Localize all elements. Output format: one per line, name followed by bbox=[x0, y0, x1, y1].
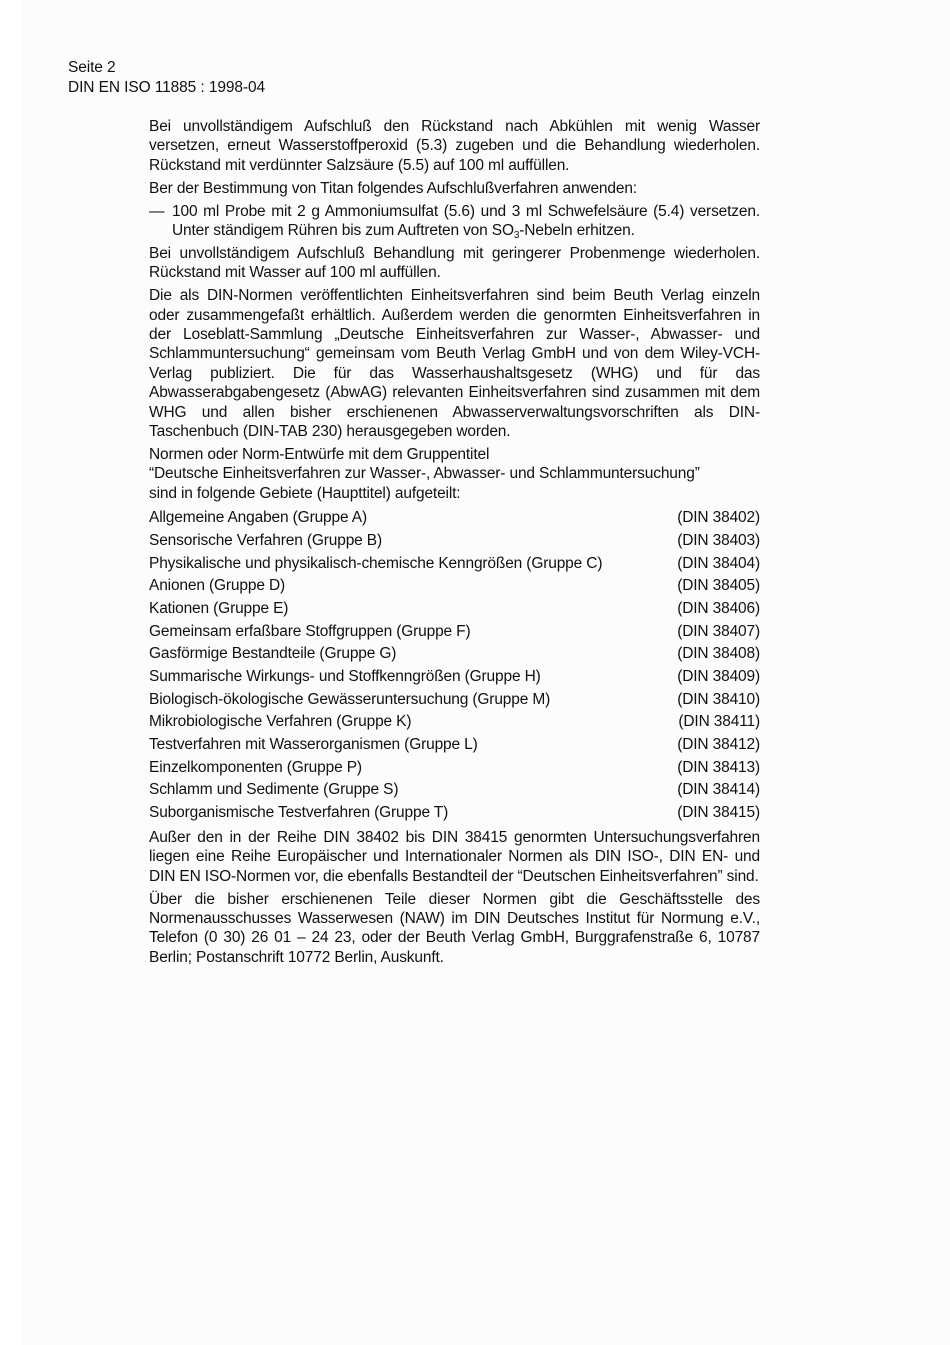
group-row bbox=[149, 802, 760, 825]
group-name: Mikrobiologische Verfahren (Gruppe K) bbox=[149, 713, 412, 731]
list-item-titanium-procedure bbox=[149, 202, 760, 241]
group-name: Gemeinsam erfaßbare Stoffgruppen (Gruppe F) bbox=[149, 622, 471, 640]
page-number: Seite 2 bbox=[68, 59, 116, 76]
group-name: Physikalische und physikalisch-chemische Kenngrößen (Gruppe C) bbox=[149, 554, 603, 572]
group-din-number: (DIN 38405) bbox=[677, 577, 760, 595]
document-body bbox=[149, 117, 760, 971]
paragraph-group-title-intro bbox=[149, 445, 760, 503]
group-name: Anionen (Gruppe D) bbox=[149, 577, 286, 595]
group-din-number: (DIN 38414) bbox=[677, 781, 760, 799]
group-din-number: (DIN 38413) bbox=[677, 758, 760, 776]
document-identifier: DIN EN ISO 11885 : 1998-04 bbox=[68, 79, 266, 96]
group-row bbox=[149, 575, 760, 598]
group-row bbox=[149, 643, 760, 666]
group-row bbox=[149, 734, 760, 757]
group-row bbox=[149, 689, 760, 712]
group-din-number: (DIN 38402) bbox=[677, 509, 760, 527]
group-row bbox=[149, 779, 760, 802]
group-name: Suborganismische Testverfahren (Gruppe T) bbox=[149, 804, 449, 822]
paragraph-din-publications: Die als DIN-Normen veröffentlichten Einheitsverfahren sind beim Beuth Verlag einzeln oder zusammengefaßt erhältlich. Außerdem werden die genormten Einheitsverfahren in der Loseblatt-Sammlung „Deutsche Einheitsverfahren zur Wasser-, Abwasser- und Schlammuntersuchung“ gemeinsam vom Beuth Verlag GmbH und von dem Wiley-VCH-Verlag publiziert. Die für das Wasserhaushaltsgesetz (WHG) und für das Abwasserabgabengesetz (AbwAG) relevanten Einheitsverfahren sind zusammen mit dem WHG und allen bisher erschienenen Abwasserverwaltungsvorschriften als DIN-Taschenbuch (DIN-TAB 230) herausgegeben worden. bbox=[149, 287, 760, 441]
subscript-3: 3 bbox=[513, 230, 520, 242]
paragraph-repeat-treatment: Bei unvollständigem Aufschluß Behandlung mit geringerer Probenmenge wiederholen. Rückstand mit Wasser auf 100 ml auffüllen. bbox=[149, 244, 760, 282]
group-name: Testverfahren mit Wasserorganismen (Gruppe L) bbox=[149, 736, 478, 754]
group-din-number: (DIN 38410) bbox=[677, 690, 760, 708]
group-row bbox=[149, 553, 760, 576]
group-name: Gasförmige Bestandteile (Gruppe G) bbox=[149, 645, 397, 663]
list-text-part-2: -Nebeln erhitzen. bbox=[519, 222, 635, 240]
group-name: Summarische Wirkungs- und Stoffkenngrößen (Gruppe H) bbox=[149, 668, 541, 686]
list-item-text bbox=[172, 202, 760, 241]
group-row bbox=[149, 621, 760, 644]
group-din-number: (DIN 38404) bbox=[677, 554, 760, 572]
page-header bbox=[68, 58, 265, 98]
group-din-number: (DIN 38407) bbox=[677, 622, 760, 640]
group-row bbox=[149, 530, 760, 553]
group-row bbox=[149, 711, 760, 734]
group-din-number: (DIN 38406) bbox=[677, 599, 760, 617]
group-din-number: (DIN 38412) bbox=[677, 736, 760, 754]
group-name: Kationen (Gruppe E) bbox=[149, 599, 289, 617]
group-name: Allgemeine Angaben (Gruppe A) bbox=[149, 509, 367, 527]
group-name: Sensorische Verfahren (Gruppe B) bbox=[149, 531, 382, 549]
group-din-number: (DIN 38403) bbox=[677, 531, 760, 549]
group-name: Biologisch-ökologische Gewässeruntersuchung (Gruppe M) bbox=[149, 690, 551, 708]
group-din-number: (DIN 38409) bbox=[677, 668, 760, 686]
group-name: Schlamm und Sedimente (Gruppe S) bbox=[149, 781, 399, 799]
dash-bullet: — bbox=[149, 202, 165, 220]
paragraph-titanium-intro: Ber der Bestimmung von Titan folgendes Aufschlußverfahren anwenden: bbox=[149, 179, 637, 197]
group-name: Einzelkomponenten (Gruppe P) bbox=[149, 758, 362, 776]
paragraph-european-standards: Außer den in der Reihe DIN 38402 bis DIN 38415 genormten Untersuchungsverfahren liegen eine Reihe Europäischer und Internationaler Normen als DIN ISO-, DIN EN- und DIN EN ISO-Normen vor, die ebenfalls Bestandteil der “Deutschen Einheitsverfahren” sind. bbox=[149, 828, 760, 885]
group-row bbox=[149, 666, 760, 689]
group-row bbox=[149, 757, 760, 780]
group-intro-line-3: sind in folgende Gebiete (Haupttitel) aufgeteilt: bbox=[149, 484, 461, 502]
list-text-part-1: 100 ml Probe mit 2 g Ammoniumsulfat (5.6) und 3 ml Schwefelsäure (5.4) versetzen. Unter ständigem Rühren bis zum Auftreten von SO bbox=[172, 202, 760, 240]
paragraph-incomplete-digestion: Bei unvollständigem Aufschluß den Rückstand nach Abkühlen mit wenig Wasser versetzen, erneut Wasserstoffperoxid (5.3) zugeben und die Behandlung wiederholen. Rückstand mit verdünnter Salzsäure (5.5) auf 100 ml auffüllen. bbox=[149, 118, 760, 174]
group-din-number: (DIN 38408) bbox=[677, 645, 760, 663]
group-intro-line-1: Normen oder Norm-Entwürfe mit dem Gruppentitel bbox=[149, 446, 490, 463]
group-list bbox=[149, 507, 760, 825]
group-row bbox=[149, 598, 760, 621]
group-din-number: (DIN 38411) bbox=[678, 713, 760, 731]
group-row bbox=[149, 507, 760, 530]
paragraph-contact-information: Über die bisher erschienenen Teile dieser Normen gibt die Geschäftsstelle des Normenausschusses Wasserwesen (NAW) im DIN Deutsches Institut für Normung e.V., Telefon (0 30) 26 01 – 24 23, oder der Beuth Verlag GmbH, Burggrafenstraße 6, 10787 Berlin; Postanschrift 10772 Berlin, Auskunft. bbox=[149, 890, 760, 966]
group-din-number: (DIN 38415) bbox=[677, 804, 760, 822]
group-intro-line-2: “Deutsche Einheitsverfahren zur Wasser-, Abwasser- und Schlammuntersuchung” bbox=[149, 465, 700, 483]
